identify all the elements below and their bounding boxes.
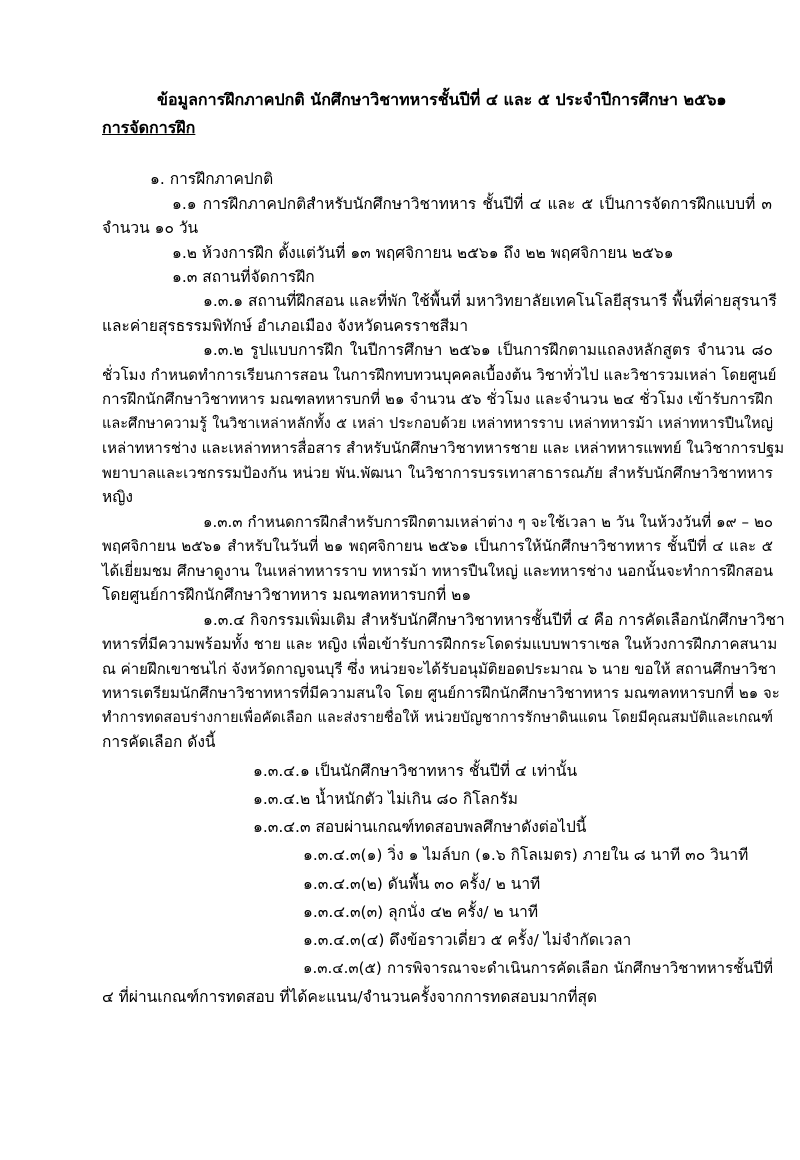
- text-line: ณ ค่ายฝึกเขาชนไก่ จังหวัดกาญจนบุรี ซึ่ง หน่วยจะได้รับอนุมัติยอดประมาณ ๖ นาย ขอให้ สถานศึกษาวิชา: [102, 660, 777, 678]
- text-line: หญิง: [102, 488, 133, 506]
- text-line: โดยศูนย์การฝึกนักศึกษาวิชาทหาร มณฑลทหารบกที่ ๒๑: [102, 586, 472, 604]
- text-line: ๑.๓.๔.๑ เป็นนักศึกษาวิชาทหาร ชั้นปีที่ ๔ เท่านั้น: [253, 762, 578, 780]
- text-line: ๑.๓.๑ สถานที่ฝึกสอน และที่พัก ใช้พื้นที่ มหาวิทยาลัยเทคโนโลยีสุรนารี พื้นที่ค่ายสุรนารี: [203, 292, 777, 310]
- text-line: ๑.๓.๔.๒ น้ำหนักตัว ไม่เกิน ๘๐ กิโลกรัม: [253, 790, 518, 808]
- text-line: ทำการทดสอบร่างกายเพื่อคัดเลือก และส่งรายชื่อให้ หน่วยบัญชาการรักษาดินแดน โดยมีคุณสมบัติและเกณฑ์: [102, 710, 773, 726]
- section-heading: การจัดการฝึก: [102, 118, 196, 137]
- text-line: ๑.๓.๓ กำหนดการฝึกสำหรับการฝึกตามเหล่าต่าง ๆ จะใช้เวลา ๒ วัน ในห้วงวันที่ ๑๙ – ๒๐: [203, 513, 773, 531]
- text-line: ๔ ที่ผ่านเกณฑ์การทดสอบ ที่ได้คะแนน/จำนวนครั้งจากการทดสอบมากที่สุด: [102, 988, 598, 1006]
- text-line: จำนวน ๑๐ วัน: [102, 219, 199, 237]
- text-line: ๑. การฝึกภาคปกติ: [150, 170, 274, 188]
- document-title: ข้อมูลการฝึกภาคปกติ นักศึกษาวิชาทหารชั้นปีที่ ๔ และ ๕ ประจำปีการศึกษา ๒๕๖๑: [157, 90, 727, 109]
- text-line: การฝึกนักศึกษาวิชาทหาร มณฑลทหารบกที่ ๒๑ จำนวน ๕๖ ชั่วโมง และจำนวน ๒๔ ชั่วโมง เข้ารับการฝึก: [102, 390, 773, 408]
- text-line: ๑.๓.๒ รูปแบบการฝึก ในปีการศึกษา ๒๕๖๑ เป็นการฝึกตามแถลงหลักสูตร จำนวน ๘๐: [203, 341, 773, 359]
- text-line: ชั่วโมง กำหนดทำการเรียนการสอน ในการฝึกทบทวนบุคคลเบื้องต้น วิชาทั่วไป และวิชารวมเหล่า โดยศูนย์: [102, 366, 777, 384]
- text-line: พยาบาลและเวชกรรมป้องกัน หน่วย พัน.พัฒนา ในวิชาการบรรเทาสาธารณภัย สำหรับนักศึกษาวิชาทหาร: [102, 464, 773, 482]
- text-line: ได้เยี่ยมชม ศึกษาดูงาน ในเหล่าทหารราบ ทหารม้า ทหารปืนใหญ่ และทหารช่าง นอกนั้นจะทำการฝึกสอน: [102, 562, 773, 580]
- text-line: เหล่าทหารช่าง และเหล่าทหารสื่อสาร สำหรับนักศึกษาวิชาทหารชาย และ เหล่าทหารแพทย์ ในวิชาการปฐม: [102, 439, 785, 457]
- text-line: ๑.๓.๔.๓(๓) ลุกนั่ง ๔๒ ครั้ง/ ๒ นาที: [303, 903, 539, 921]
- text-line: ทหารเตรียมนักศึกษาวิชาทหารที่มีความสนใจ โดย ศูนย์การฝึกนักศึกษาวิชาทหาร มณฑลทหารบกที่ ๒๑ จะ: [102, 684, 780, 702]
- text-line: ๑.๓.๔.๓ สอบผ่านเกณฑ์ทดสอบพลศึกษาดังต่อไปนี้: [253, 818, 587, 836]
- text-line: ๑.๓.๔.๓(๕) การพิจารณาจะดำเนินการคัดเลือก นักศึกษาวิชาทหารชั้นปีที่: [303, 959, 773, 977]
- text-line: ๑.๓.๔ กิจกรรมเพิ่มเติม สำหรับนักศึกษาวิชาทหารชั้นปีที่ ๔ คือ การคัดเลือกนักศึกษาวิชา: [203, 611, 785, 629]
- text-line: พฤศจิกายน ๒๕๖๑ สำหรับในวันที่ ๒๑ พฤศจิกายน ๒๕๖๑ เป็นการให้นักศึกษาวิชาทหาร ชั้นปีที่ ๔ และ ๕: [102, 537, 773, 555]
- text-line: และศึกษาความรู้ ในวิชาเหล่าหลักทั้ง ๕ เหล่า ประกอบด้วย เหล่าทหารราบ เหล่าทหารม้า เหล่าทหารปืนใหญ่: [102, 416, 773, 432]
- text-line: ๑.๓ สถานที่จัดการฝึก: [172, 268, 315, 286]
- text-line: และค่ายสุรธรรมพิทักษ์ อำเภอเมือง จังหวัดนครราชสีมา: [102, 317, 469, 335]
- text-line: ๑.๑ การฝึกภาคปกติสำหรับนักศึกษาวิชาทหาร ชั้นปีที่ ๔ และ ๕ เป็นการจัดการฝึกแบบที่ ๓: [172, 195, 772, 213]
- text-line: การคัดเลือก ดังนี้: [102, 733, 216, 751]
- text-line: ๑.๓.๔.๓(๔) ดึงข้อราวเดี่ยว ๕ ครั้ง/ ไม่จำกัดเวลา: [303, 931, 632, 949]
- text-line: ๑.๒ ห้วงการฝึก ตั้งแต่วันที่ ๑๓ พฤศจิกายน ๒๕๖๑ ถึง ๒๒ พฤศจิกายน ๒๕๖๑: [172, 244, 674, 262]
- text-line: ๑.๓.๔.๓(๒) ดันพื้น ๓๐ ครั้ง/ ๒ นาที: [303, 875, 541, 893]
- text-line: ทหารที่มีความพร้อมทั้ง ชาย และ หญิง เพื่อเข้ารับการฝึกกระโดดร่มแบบพาราเซล ในห้วงการฝึกภาคสนาม: [102, 635, 778, 653]
- text-line: ๑.๓.๔.๓(๑) วิ่ง ๑ ไมล์บก (๑.๖ กิโลเมตร) ภายใน ๘ นาที ๓๐ วินาที: [303, 846, 749, 864]
